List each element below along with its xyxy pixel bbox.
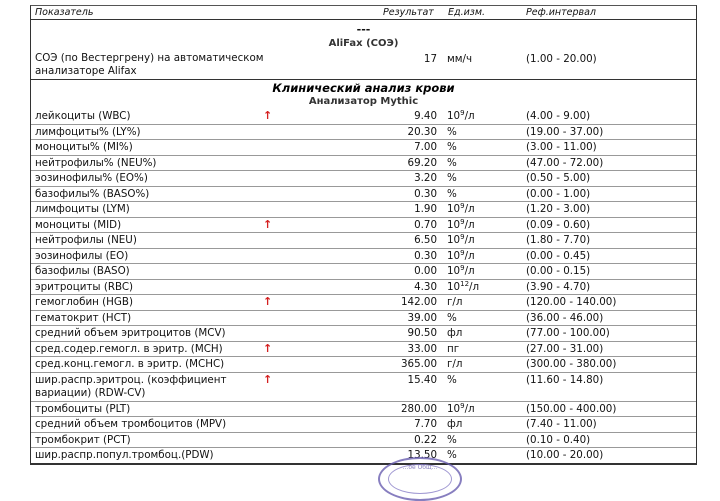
cbc-rows	[31, 109, 696, 463]
unit-tail: /л	[464, 234, 475, 246]
unit-exponent: 9	[460, 248, 465, 257]
column-header-ref: Реф.интервал	[526, 7, 597, 18]
test-ref-interval: (0.50 - 5.00)	[526, 172, 591, 184]
test-name: эозинофилы (EO)	[35, 249, 129, 262]
test-unit	[447, 295, 462, 310]
test-ref-interval: (47.00 - 72.00)	[526, 156, 604, 169]
test-ref-interval: (0.00 - 0.15)	[526, 265, 591, 277]
high-flag-arrow-up-icon: ↑	[263, 372, 273, 386]
table-row	[31, 373, 696, 402]
unit-base: 10	[447, 234, 461, 246]
test-name: сред.содер.гемогл. в эритр. (MCH)	[35, 342, 223, 355]
test-result: 90.50	[407, 327, 437, 339]
cbc-section	[31, 81, 696, 463]
column-header-result: Результат	[383, 7, 434, 18]
test-name: сред.конц.гемогл. в эритр. (MCHC)	[35, 358, 225, 370]
test-ref-interval: (0.00 - 1.00)	[526, 187, 591, 200]
high-flag-arrow-up-icon: ↑	[263, 341, 273, 355]
unit-tail: /л	[464, 203, 475, 215]
test-ref-interval: (11.60 - 14.80)	[526, 373, 604, 386]
test-unit	[447, 326, 462, 341]
unit-base: 10	[447, 203, 461, 215]
unit-base: г/л	[447, 358, 463, 370]
unit-base: фл	[447, 418, 463, 430]
table-row	[31, 233, 696, 249]
test-name: эритроциты (RBC)	[35, 280, 134, 293]
column-header-row	[31, 6, 696, 20]
test-unit	[447, 433, 457, 448]
test-ref-interval: (0.09 - 0.60)	[526, 218, 591, 231]
test-unit	[447, 448, 457, 463]
test-result: 9.40	[414, 110, 437, 122]
table-row	[31, 311, 696, 327]
table-row	[31, 280, 696, 296]
test-result: 13.50	[407, 449, 437, 461]
test-unit	[447, 218, 475, 233]
table-row	[31, 433, 696, 449]
unit-base: %	[447, 311, 457, 324]
test-name: лимфоциты% (LY%)	[35, 125, 141, 138]
test-ref-interval: (300.00 - 380.00)	[526, 358, 617, 370]
test-result: 365.00	[400, 358, 437, 370]
unit-tail: /л	[464, 249, 475, 262]
test-result: 6.50	[414, 234, 437, 246]
test-result: 142.00	[400, 296, 437, 308]
unit-tail: /л	[469, 280, 480, 293]
test-result: 7.00	[414, 141, 437, 153]
table-row	[31, 51, 696, 79]
section-separator: ---	[356, 23, 371, 36]
test-unit	[447, 417, 462, 432]
test-ref-interval: (3.00 - 11.00)	[526, 141, 597, 153]
test-result: 33.00	[407, 342, 437, 355]
test-name: базофилы (BASO)	[35, 265, 130, 277]
test-ref-interval: (77.00 - 100.00)	[526, 327, 610, 339]
unit-tail: /л	[464, 265, 475, 277]
unit-exponent: 9	[460, 264, 465, 272]
table-row	[31, 202, 696, 218]
test-unit	[447, 402, 475, 417]
unit-base: 10	[447, 249, 461, 262]
test-unit	[447, 125, 457, 140]
test-result: 4.30	[414, 280, 437, 293]
test-result: 0.70	[414, 218, 437, 231]
unit-base: 10	[447, 218, 461, 231]
test-ref-interval: (1.00 - 20.00)	[526, 53, 597, 65]
test-ref-interval: (150.00 - 400.00)	[526, 402, 617, 415]
table-row	[31, 125, 696, 141]
test-name: гемоглобин (HGB)	[35, 296, 133, 308]
unit-base: %	[447, 125, 457, 138]
test-name: гематокрит (HCT)	[35, 311, 132, 324]
test-ref-interval: (4.00 - 9.00)	[526, 110, 591, 122]
test-unit	[447, 202, 475, 217]
test-result: 1.90	[414, 203, 437, 215]
test-unit	[447, 311, 457, 326]
unit-exponent: 9	[460, 401, 465, 410]
unit-base: 10	[447, 110, 461, 122]
unit-base: %	[447, 187, 457, 200]
unit-base: 10	[447, 402, 461, 415]
test-unit	[447, 156, 457, 171]
test-name: средний объем тромбоцитов (MPV)	[35, 418, 227, 430]
table-row	[31, 187, 696, 203]
test-result: 0.30	[414, 249, 437, 262]
table-row	[31, 326, 696, 342]
table-row	[31, 295, 696, 311]
test-name: лейкоциты (WBC)	[35, 110, 131, 122]
unit-tail: /л	[464, 218, 475, 231]
test-name: нейтрофилы (NEU)	[35, 234, 137, 246]
unit-base: %	[447, 433, 457, 446]
unit-base: %	[447, 141, 457, 153]
test-name: СОЭ (по Вестергрену) на автоматическом анализаторе Alifax	[35, 52, 264, 77]
test-ref-interval: (1.20 - 3.00)	[526, 203, 591, 215]
test-ref-interval: (10.00 - 20.00)	[526, 449, 604, 461]
test-result: 20.30	[407, 125, 437, 138]
test-name: тромбоциты (PLT)	[35, 402, 131, 415]
table-row	[31, 171, 696, 187]
test-result: 69.20	[407, 156, 437, 169]
table-row	[31, 249, 696, 265]
test-unit	[447, 249, 475, 264]
test-name: нейтрофилы% (NEU%)	[35, 156, 157, 169]
esr-section	[31, 23, 696, 80]
test-unit	[447, 187, 457, 202]
test-unit	[447, 342, 459, 357]
unit-base: пг	[447, 342, 460, 355]
cbc-section-title: Клинический анализ крови	[272, 81, 455, 95]
unit-base: г/л	[447, 296, 463, 308]
test-unit	[447, 233, 475, 248]
unit-base: %	[447, 156, 457, 169]
test-result: 15.40	[407, 373, 437, 386]
test-result: 280.00	[400, 402, 437, 415]
lab-results-table	[30, 5, 697, 465]
test-name: моноциты (MID)	[35, 218, 122, 231]
high-flag-arrow-up-icon: ↑	[263, 217, 273, 231]
test-result: 0.30	[414, 187, 437, 200]
table-row	[31, 342, 696, 358]
table-row	[31, 417, 696, 433]
test-ref-interval: (7.40 - 11.00)	[526, 418, 597, 430]
table-row	[31, 402, 696, 418]
official-stamp	[378, 457, 462, 501]
test-ref-interval: (0.10 - 0.40)	[526, 433, 591, 446]
unit-tail: /л	[464, 402, 475, 415]
test-ref-interval: (19.00 - 37.00)	[526, 125, 604, 138]
test-unit	[447, 264, 475, 279]
test-name: эозинофилы% (EO%)	[35, 172, 148, 184]
test-name: лимфоциты (LYM)	[35, 203, 130, 215]
test-name: шир.распр.эритроц. (коэффициент вариации) (RDW-CV)	[35, 373, 227, 399]
unit-base: 10	[447, 280, 461, 293]
unit-exponent: 9	[460, 109, 465, 117]
stamp-text: ...ое Общ...	[402, 464, 438, 471]
test-unit	[447, 280, 479, 295]
test-unit: мм/ч	[447, 53, 473, 65]
test-name: моноциты% (MI%)	[35, 141, 133, 153]
column-header-unit: Ед.изм.	[448, 7, 486, 18]
test-result: 17	[423, 53, 437, 65]
cbc-section-subtitle: Анализатор Mythic	[308, 96, 419, 107]
unit-base: %	[447, 172, 457, 184]
unit-base: %	[447, 449, 457, 461]
unit-base: %	[447, 373, 457, 386]
column-header-name: Показатель	[35, 7, 94, 18]
test-ref-interval: (36.00 - 46.00)	[526, 311, 604, 324]
test-result: 7.70	[414, 418, 437, 430]
high-flag-arrow-up-icon: ↑	[263, 295, 273, 308]
test-result: 3.20	[414, 172, 437, 184]
test-name: шир.распр.попул.тромбоц.(PDW)	[35, 449, 214, 461]
table-row	[31, 448, 696, 463]
test-ref-interval: (0.00 - 0.45)	[526, 249, 591, 262]
table-row	[31, 156, 696, 172]
unit-exponent: 12	[460, 279, 470, 288]
test-name: базофилы% (BASO%)	[35, 187, 150, 200]
test-unit	[447, 373, 457, 388]
table-row	[31, 357, 696, 373]
table-row	[31, 109, 696, 125]
unit-base: фл	[447, 327, 463, 339]
test-result: 39.00	[407, 311, 437, 324]
test-ref-interval: (3.90 - 4.70)	[526, 280, 591, 293]
unit-exponent: 9	[460, 233, 465, 241]
test-result: 0.00	[414, 265, 437, 277]
test-unit	[447, 357, 462, 372]
table-row	[31, 140, 696, 156]
high-flag-arrow-up-icon: ↑	[263, 109, 273, 122]
esr-section-title: AliFax (СОЭ)	[328, 38, 399, 49]
test-result: 0.22	[414, 433, 437, 446]
test-ref-interval: (27.00 - 31.00)	[526, 342, 604, 355]
test-ref-interval: (1.80 - 7.70)	[526, 234, 591, 246]
unit-base: 10	[447, 265, 461, 277]
unit-exponent: 9	[460, 217, 465, 226]
test-ref-interval: (120.00 - 140.00)	[526, 296, 617, 308]
unit-exponent: 9	[460, 202, 465, 210]
test-unit	[447, 109, 475, 124]
table-row	[31, 218, 696, 234]
test-name: тромбокрит (PCT)	[35, 433, 131, 446]
test-unit	[447, 171, 457, 186]
unit-tail: /л	[464, 110, 475, 122]
test-name: средний объем эритроцитов (MCV)	[35, 327, 226, 339]
test-unit	[447, 140, 457, 155]
table-row	[31, 264, 696, 280]
